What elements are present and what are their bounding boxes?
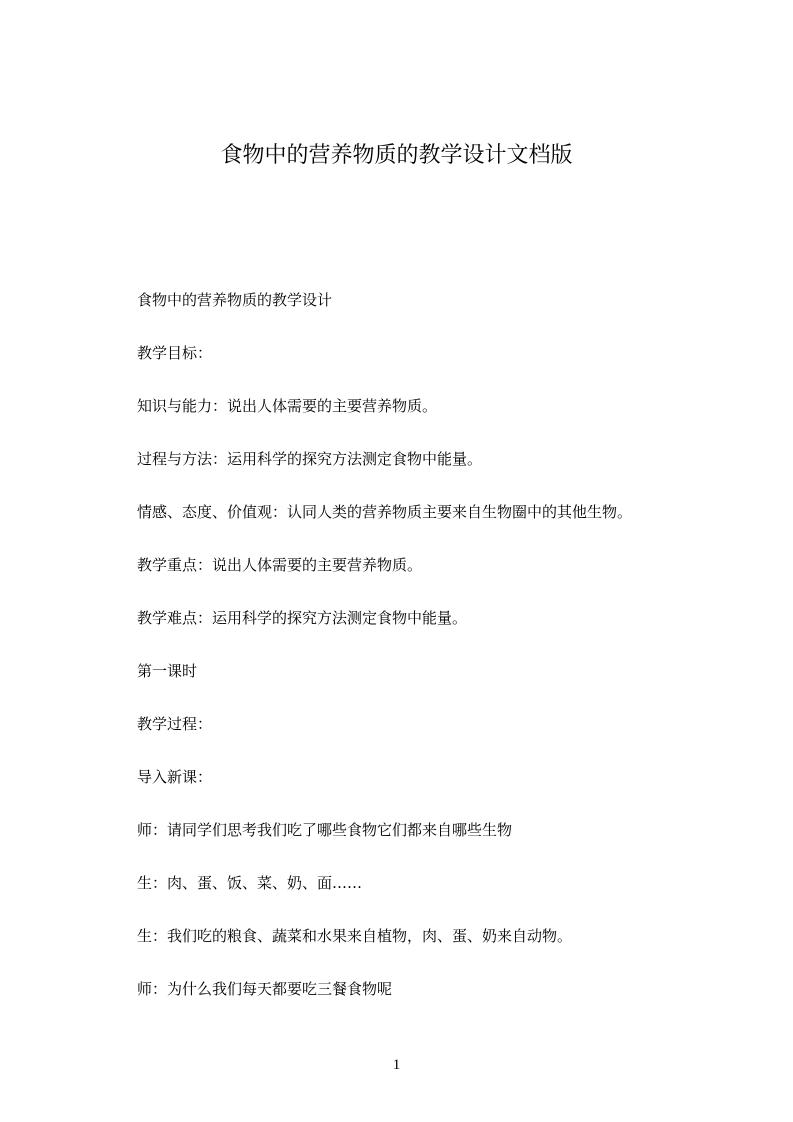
- paragraph: 师：为什么我们每天都要吃三餐食物呢: [137, 980, 393, 998]
- paragraph: 第一课时: [137, 662, 198, 680]
- paragraph: 知识与能力：说出人体需要的主要营养物质。: [137, 397, 438, 415]
- page-number: 1: [392, 1057, 401, 1073]
- document-body: [137, 287, 737, 1029]
- paragraph: 食物中的营养物质的教学设计: [137, 291, 333, 309]
- paragraph: 教学目标：: [137, 344, 213, 362]
- paragraph: 教学难点：运用科学的探究方法测定食物中能量。: [137, 609, 468, 627]
- paragraph: 生：肉、蛋、饭、菜、奶、面……: [137, 874, 363, 892]
- paragraph: 教学重点：说出人体需要的主要营养物质。: [137, 556, 423, 574]
- paragraph: 生：我们吃的粮食、蔬菜和水果来自植物，肉、蛋、奶来自动物。: [137, 927, 573, 945]
- paragraph: 过程与方法：运用科学的探究方法测定食物中能量。: [137, 450, 483, 468]
- document-title: 食物中的营养物质的教学设计文档版: [220, 143, 573, 168]
- paragraph: 情感、态度、价值观：认同人类的营养物质主要来自生物圈中的其他生物。: [137, 503, 633, 521]
- paragraph: 师：请同学们思考我们吃了哪些食物它们都来自哪些生物: [137, 821, 513, 839]
- paragraph: 导入新课：: [137, 768, 213, 786]
- paragraph: 教学过程：: [137, 715, 213, 733]
